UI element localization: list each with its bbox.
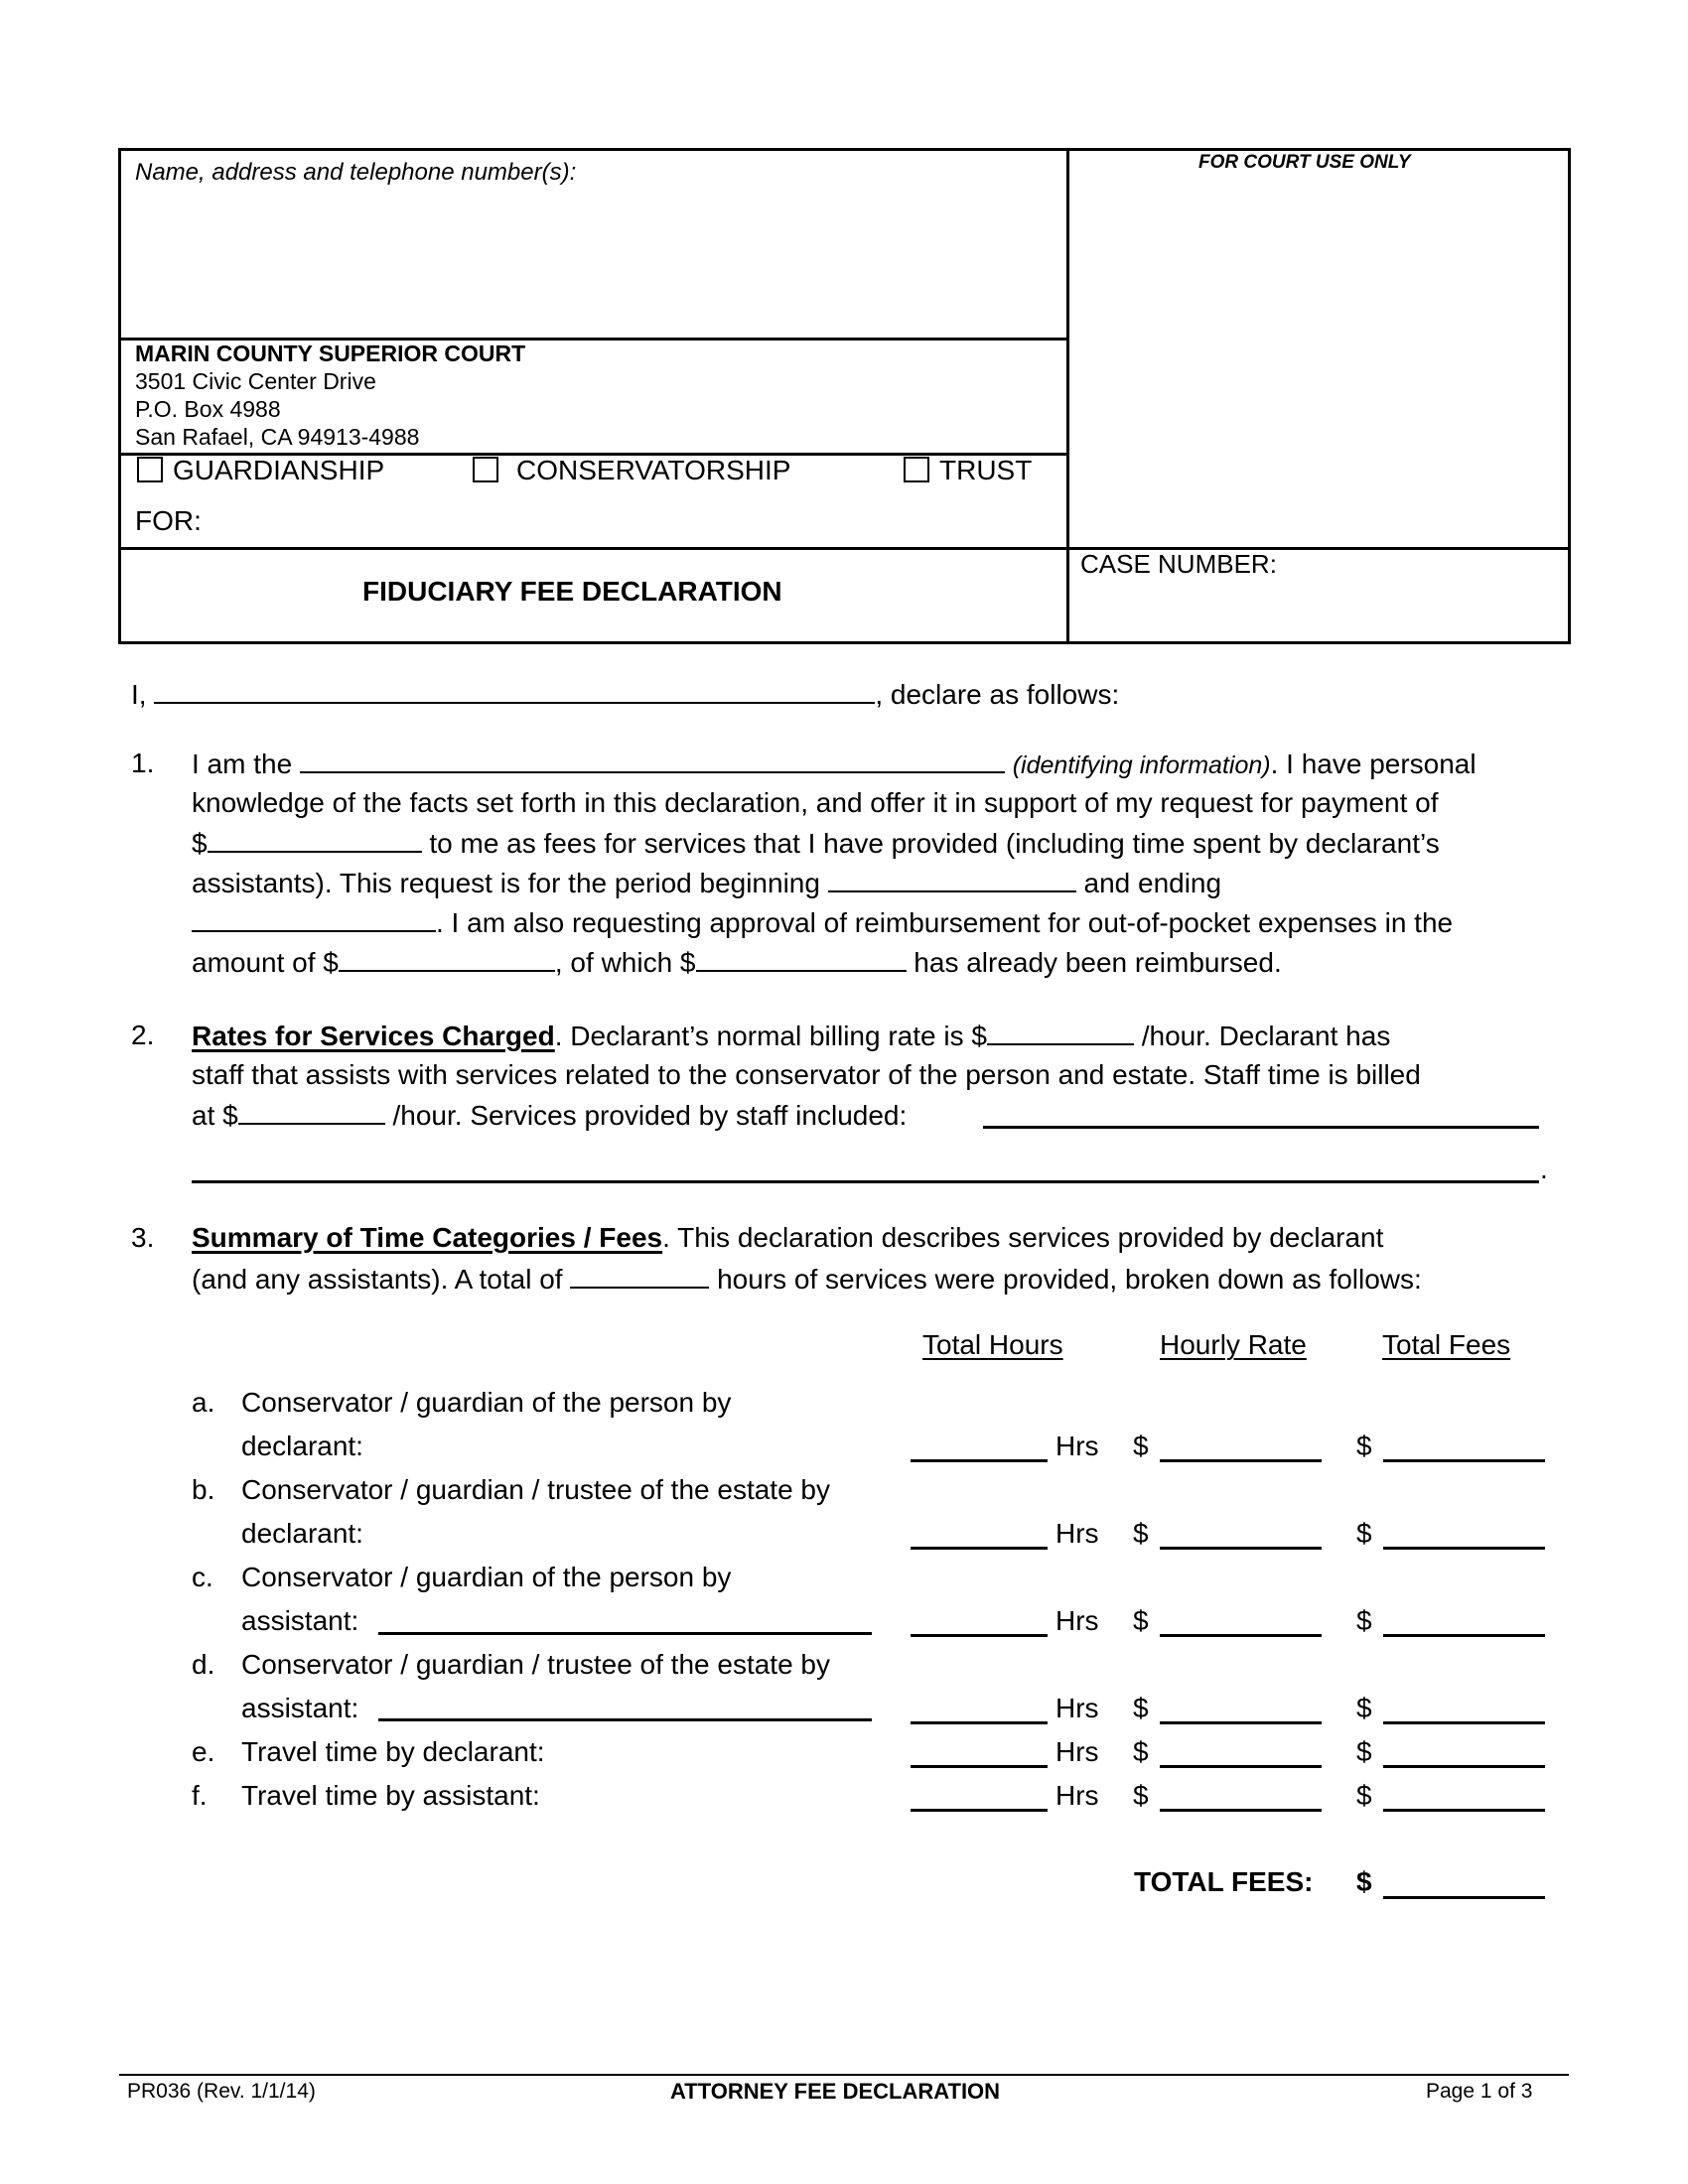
row-e-rate-currency: $ <box>1133 1736 1149 1767</box>
section-2-end-period: . <box>1540 1154 1548 1184</box>
court-city: San Rafael, CA 94913-4988 <box>135 424 420 450</box>
row-d-fees-field[interactable] <box>1383 1698 1545 1724</box>
row-f-hrs-label: Hrs <box>1055 1780 1099 1811</box>
row-c-rate-field[interactable] <box>1160 1610 1322 1637</box>
court-name: MARIN COUNTY SUPERIOR COURT <box>135 341 526 366</box>
row-d-label-2: assistant: <box>241 1693 359 1723</box>
row-d-hrs-label: Hrs <box>1055 1693 1099 1723</box>
row-a-fees-field[interactable] <box>1383 1435 1545 1462</box>
row-c-letter: c. <box>192 1562 213 1592</box>
for-field[interactable] <box>199 501 1053 541</box>
case-number-label: CASE NUMBER: <box>1080 549 1277 579</box>
expenses-amount-field[interactable] <box>339 946 555 972</box>
case-number-field[interactable] <box>1080 581 1557 636</box>
row-a-hrs-label: Hrs <box>1055 1431 1099 1461</box>
checkbox-conservatorship[interactable] <box>473 455 790 486</box>
row-c-fees-field[interactable] <box>1383 1610 1545 1637</box>
section-2-text: /hour. Services provided by staff included: <box>384 1100 908 1131</box>
row-a-label-2: declarant: <box>241 1431 363 1461</box>
row-b-rate-field[interactable] <box>1160 1523 1322 1550</box>
total-fees-currency: $ <box>1356 1866 1372 1897</box>
section-1-line-2: knowledge of the facts set forth in this declaration, and offer it in support of my request for payment of <box>192 787 1439 818</box>
section-1-text: . I have personal <box>1270 749 1477 779</box>
row-f-rate-currency: $ <box>1133 1780 1149 1811</box>
row-e-fees-field[interactable] <box>1383 1741 1545 1768</box>
row-c-label-1: Conservator / guardian of the person by <box>241 1562 732 1592</box>
reimbursed-amount-field[interactable] <box>696 946 907 972</box>
column-header-total-hours: Total Hours <box>922 1329 1063 1360</box>
section-3-line-2 <box>192 1263 1422 1296</box>
section-2-heading: Rates for Services Charged <box>192 1021 555 1051</box>
footer-rule <box>119 2074 1569 2076</box>
section-1-text: to me as fees for services that I have provided (including time spent by declarant’s <box>421 828 1440 859</box>
declarant-name-field[interactable] <box>154 678 875 704</box>
row-e-fees-currency: $ <box>1356 1736 1372 1767</box>
section-1-line-1 <box>192 748 1477 781</box>
row-b-hrs-label: Hrs <box>1055 1518 1099 1549</box>
row-a-rate-field[interactable] <box>1160 1435 1322 1462</box>
court-street: 3501 Civic Center Drive <box>135 368 376 394</box>
row-f-label: Travel time by assistant: <box>241 1780 540 1811</box>
court-use-label: FOR COURT USE ONLY <box>1198 152 1411 173</box>
checkbox-icon[interactable] <box>904 457 929 482</box>
row-f-rate-field[interactable] <box>1160 1785 1322 1812</box>
staff-services-field-2[interactable] <box>192 1155 1539 1183</box>
row-b-fees-field[interactable] <box>1383 1523 1545 1550</box>
intro-prefix: I, <box>131 679 147 710</box>
footer-form-id: PR036 (Rev. 1/1/14) <box>127 2080 316 2103</box>
row-d-fees-currency: $ <box>1356 1693 1372 1723</box>
row-e-hrs-label: Hrs <box>1055 1736 1099 1767</box>
row-b-letter: b. <box>192 1474 215 1505</box>
section-2-line-2: staff that assists with services related to the conservator of the person and estate. Staff time is billed <box>192 1059 1421 1090</box>
currency-symbol: $ <box>192 828 208 859</box>
court-po-box: P.O. Box 4988 <box>135 396 281 422</box>
row-e-letter: e. <box>192 1736 215 1767</box>
name-address-label: Name, address and telephone number(s): <box>135 159 577 186</box>
row-f-hours-field[interactable] <box>911 1785 1048 1812</box>
column-header-hourly-rate: Hourly Rate <box>1160 1329 1307 1360</box>
row-f-fees-field[interactable] <box>1383 1785 1545 1812</box>
section-2-text: /hour. Declarant has <box>1133 1021 1391 1051</box>
billing-rate-field[interactable] <box>987 1020 1134 1045</box>
section-1-line-4 <box>192 867 1221 899</box>
row-a-label-1: Conservator / guardian of the person by <box>241 1387 732 1418</box>
row-d-hours-field[interactable] <box>911 1698 1048 1724</box>
checkbox-label: GUARDIANSHIP <box>173 455 385 485</box>
row-e-rate-field[interactable] <box>1160 1741 1322 1768</box>
row-b-fees-currency: $ <box>1356 1518 1372 1549</box>
checkbox-icon[interactable] <box>137 457 163 482</box>
total-hours-field[interactable] <box>570 1263 709 1289</box>
caption-divider-title <box>118 547 1571 550</box>
row-c-rate-currency: $ <box>1133 1605 1149 1636</box>
section-3-line-1 <box>192 1222 1383 1254</box>
footer-title: ATTORNEY FEE DECLARATION <box>670 2079 1001 2104</box>
checkbox-label: TRUST <box>939 455 1033 485</box>
row-d-label-1: Conservator / guardian / trustee of the estate by <box>241 1649 831 1680</box>
section-3-heading: Summary of Time Categories / Fees <box>192 1222 663 1253</box>
section-1-line-5 <box>192 906 1453 939</box>
column-header-total-fees: Total Fees <box>1382 1329 1511 1360</box>
form-title: FIDUCIARY FEE DECLARATION <box>362 576 782 607</box>
name-address-field[interactable] <box>129 195 1053 330</box>
section-1-text: and ending <box>1075 868 1222 898</box>
section-1-text: I am the <box>192 749 293 779</box>
for-label: FOR: <box>135 505 202 536</box>
total-fees-label: TOTAL FEES: <box>1134 1866 1314 1897</box>
period-start-field[interactable] <box>828 867 1076 892</box>
section-3-text: (and any assistants). A total of <box>192 1264 571 1295</box>
row-f-fees-currency: $ <box>1356 1780 1372 1811</box>
section-1-text: assistants). This request is for the period beginning <box>192 868 828 898</box>
requested-fee-field[interactable] <box>208 827 422 853</box>
section-1-line-3 <box>192 827 1440 860</box>
row-e-label: Travel time by declarant: <box>241 1736 545 1767</box>
row-a-letter: a. <box>192 1387 215 1418</box>
checkbox-icon[interactable] <box>473 457 498 482</box>
row-b-label-1: Conservator / guardian / trustee of the estate by <box>241 1474 831 1505</box>
row-a-rate-currency: $ <box>1133 1431 1149 1461</box>
declarant-intro <box>131 678 1119 711</box>
intro-suffix: , declare as follows: <box>875 679 1120 710</box>
row-d-rate-currency: $ <box>1133 1693 1149 1723</box>
section-1-line-6 <box>192 946 1282 979</box>
row-d-rate-field[interactable] <box>1160 1698 1322 1724</box>
identifying-info-hint: (identifying information) <box>1012 751 1271 779</box>
row-c-fees-currency: $ <box>1356 1605 1372 1636</box>
section-3-text: . This declaration describes services provided by declarant <box>662 1222 1384 1253</box>
identifying-info-field[interactable] <box>300 748 1005 773</box>
row-b-hours-field[interactable] <box>911 1523 1048 1550</box>
section-2-line-1 <box>192 1020 1390 1052</box>
row-a-hours-field[interactable] <box>911 1435 1048 1462</box>
section-1-number: 1. <box>131 748 155 778</box>
row-c-label-2: assistant: <box>241 1605 359 1636</box>
total-fees-field[interactable] <box>1383 1872 1545 1899</box>
section-3-text: hours of services were provided, broken down as follows: <box>709 1264 1422 1295</box>
section-1-text: amount of $ <box>192 947 339 978</box>
staff-services-field-1[interactable] <box>983 1100 1539 1129</box>
row-e-hours-field[interactable] <box>911 1741 1048 1768</box>
period-end-field[interactable] <box>192 906 436 932</box>
row-d-assistant-name-field[interactable] <box>378 1695 872 1721</box>
checkbox-guardianship[interactable] <box>137 455 384 486</box>
section-2-text: at $ <box>192 1100 238 1131</box>
row-c-hours-field[interactable] <box>911 1610 1048 1637</box>
section-2-text: . Declarant’s normal billing rate is $ <box>554 1021 987 1051</box>
caption-column-divider <box>1066 148 1069 644</box>
footer-page-number: Page 1 of 3 <box>1426 2080 1533 2103</box>
section-2-number: 2. <box>131 1020 155 1050</box>
row-d-letter: d. <box>192 1649 215 1680</box>
section-2-line-3 <box>192 1099 907 1132</box>
section-3-number: 3. <box>131 1222 155 1253</box>
checkbox-label: CONSERVATORSHIP <box>516 455 791 485</box>
row-c-assistant-name-field[interactable] <box>378 1608 872 1635</box>
section-1-text: , of which $ <box>554 947 696 978</box>
row-a-fees-currency: $ <box>1356 1431 1372 1461</box>
section-1-text: has already been reimbursed. <box>906 947 1282 978</box>
section-1-text: . I am also requesting approval of reimbursement for out-of-pocket expenses in the <box>436 907 1454 938</box>
row-b-label-2: declarant: <box>241 1518 363 1549</box>
checkbox-trust[interactable] <box>904 455 1032 486</box>
row-f-letter: f. <box>192 1780 208 1811</box>
staff-rate-field[interactable] <box>238 1099 385 1125</box>
row-b-rate-currency: $ <box>1133 1518 1149 1549</box>
row-c-hrs-label: Hrs <box>1055 1605 1099 1636</box>
